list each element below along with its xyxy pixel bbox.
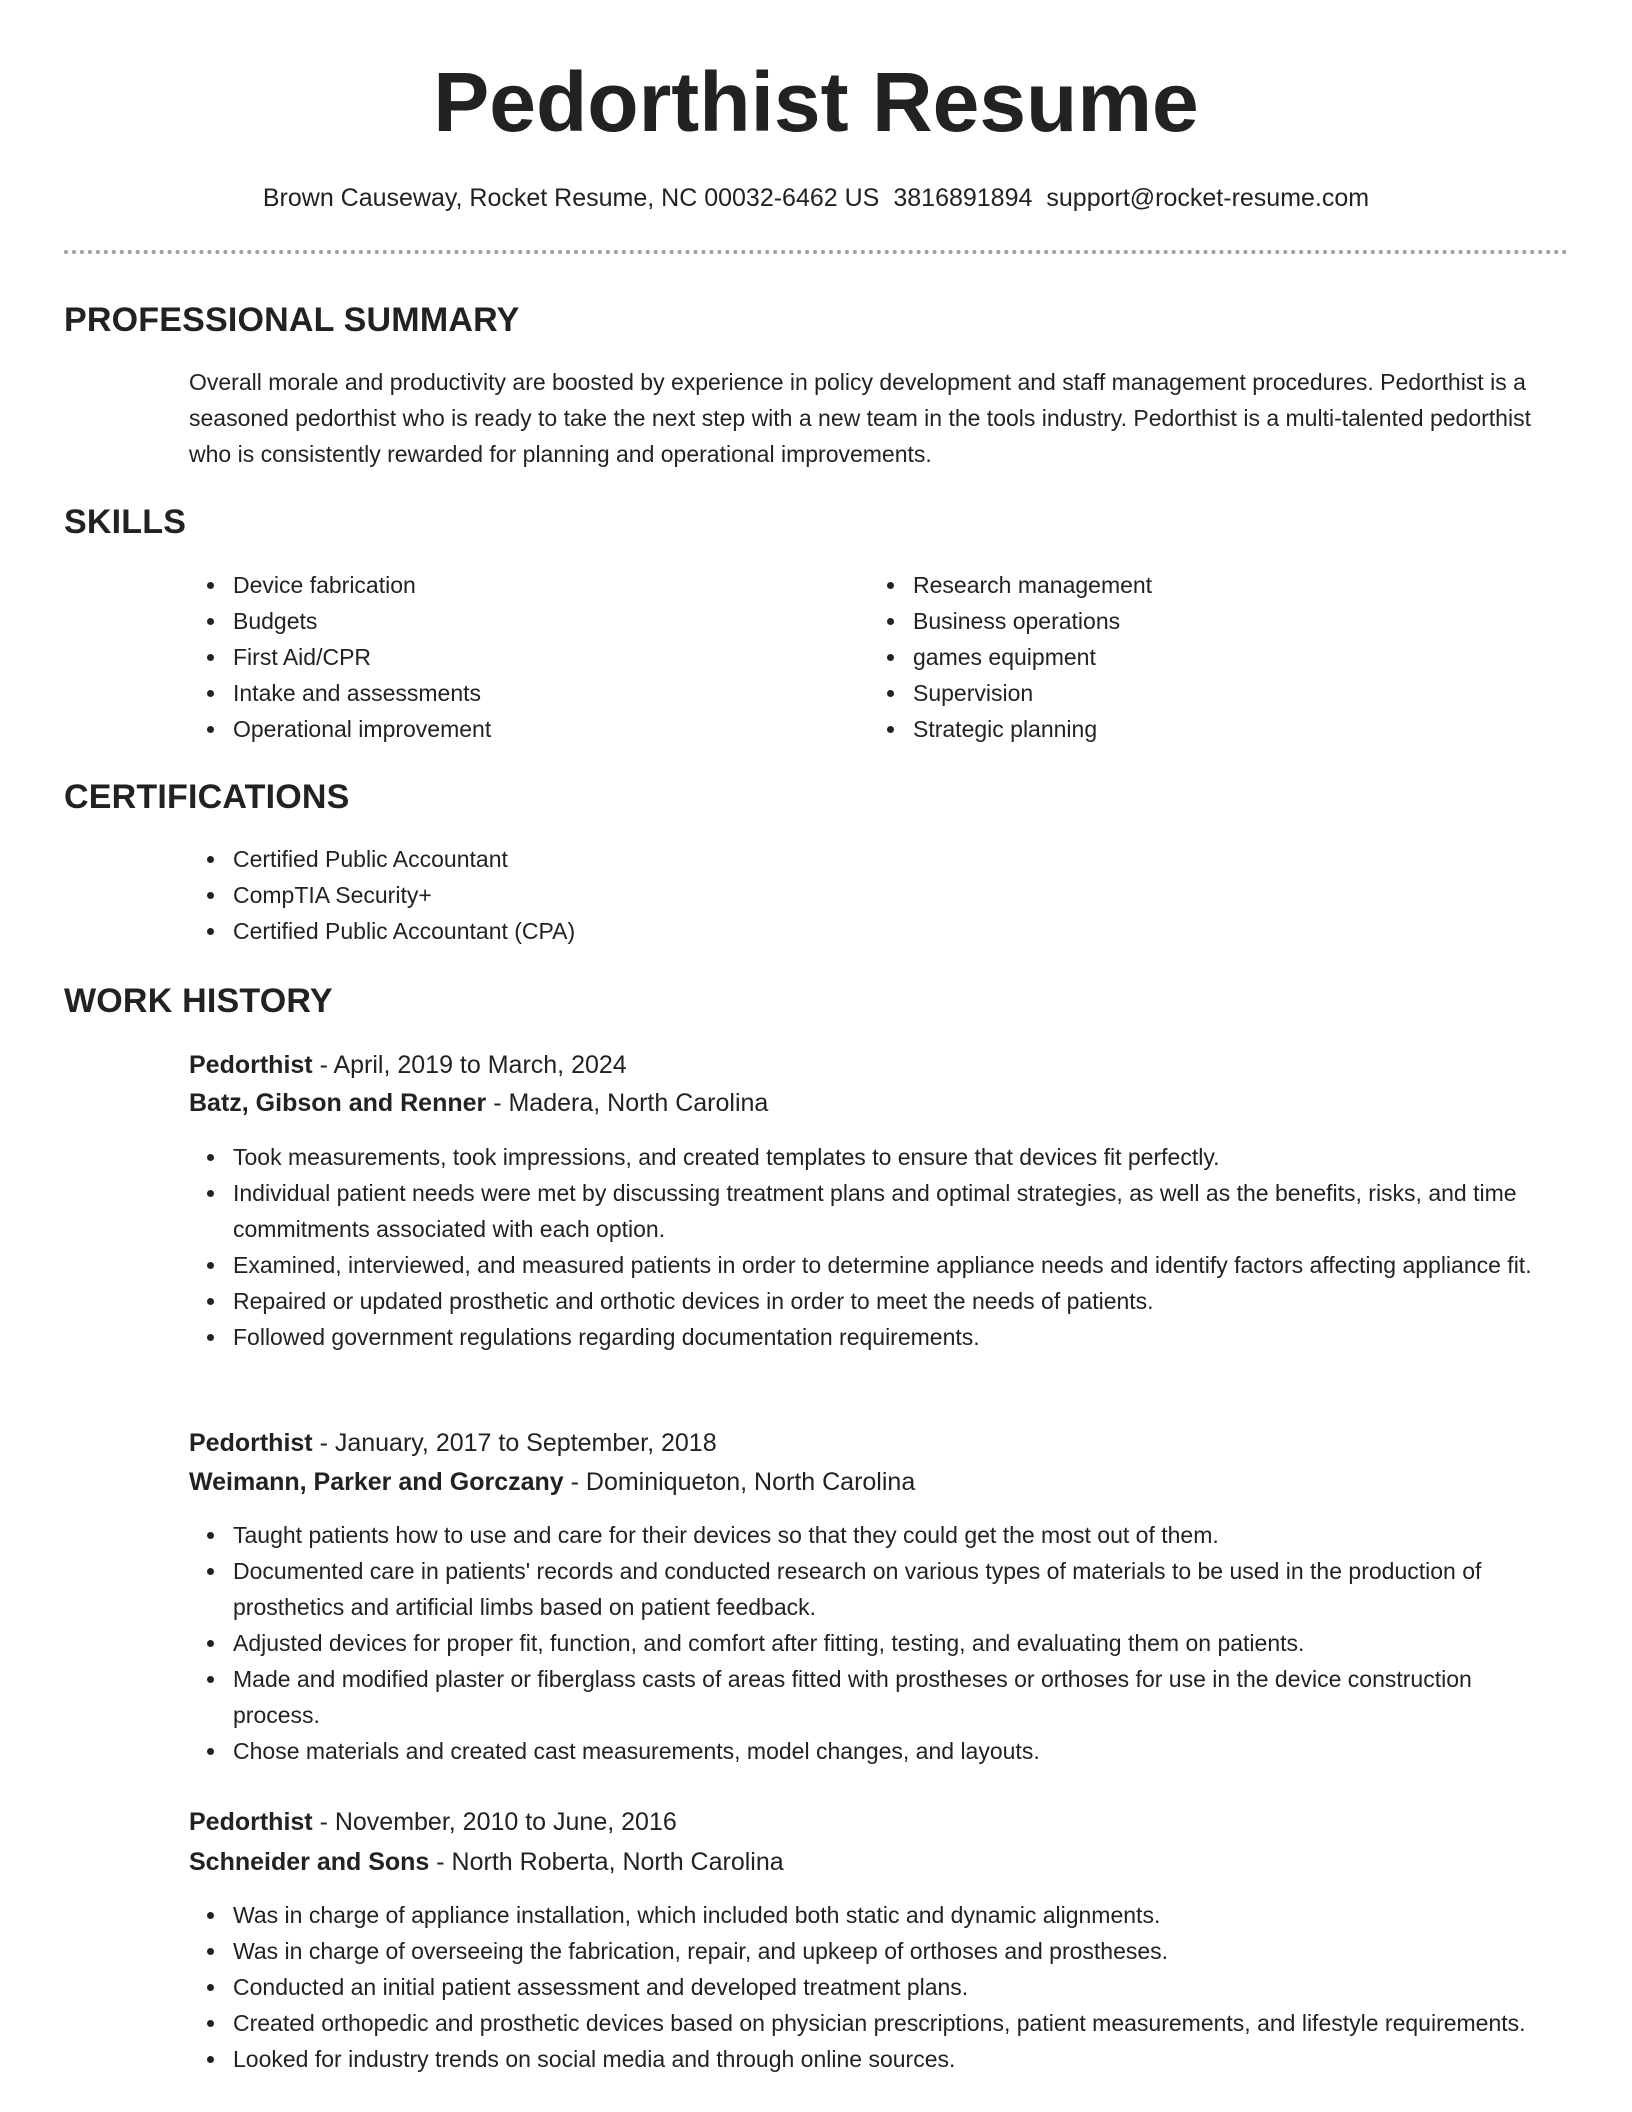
certification-item: Certified Public Accountant [189,841,1559,877]
header-divider [64,250,1568,254]
job-bullet: Chose materials and created cast measurements, model changes, and layouts. [189,1733,1564,1769]
skill-item: Device fabrication [189,567,829,603]
contact-address: Brown Causeway, Rocket Resume, NC 00032-6462 US [262,184,880,212]
job-location: - North Roberta, North Carolina [429,1848,784,1876]
job-bullet: Looked for industry trends on social media and through online sources. [189,2041,1564,2077]
skill-item: Intake and assessments [189,675,829,711]
job-title: Pedorthist [189,1808,313,1836]
job-bullet: Made and modified plaster or fiberglass casts of areas fitted with prostheses or orthoses for use in the device construction process. [189,1661,1564,1733]
job-bullet: Took measurements, took impressions, and created templates to ensure that devices fit perfectly. [189,1139,1564,1175]
skill-item: games equipment [869,639,1509,675]
job-location: - Dominiqueton, North Carolina [563,1468,916,1496]
job-bullet: Repaired or updated prosthetic and orthotic devices in order to meet the needs of patients. [189,1283,1564,1319]
job-title: Pedorthist [189,1429,313,1457]
job-title-line [189,1424,717,1462]
job-title: Pedorthist [189,1051,313,1079]
job-bullet: Followed government regulations regarding documentation requirements. [189,1319,1564,1355]
certification-item: CompTIA Security+ [189,877,1559,913]
job-bullet: Adjusted devices for proper fit, function, and comfort after fitting, testing, and evaluating them on patients. [189,1625,1564,1661]
skill-item: Operational improvement [189,711,829,747]
skill-item: Budgets [189,603,829,639]
job-company-line [189,1084,768,1122]
summary-text: Overall morale and productivity are boosted by experience in policy development and staff management procedures. Pedorthist is a seasoned pedorthist who is ready to take the next step with a new team in the tools industry. Pedorthist is a multi-talented pedorthist who is consistently rewarded for planning and operational improvements. [189,369,1531,467]
job-company-line [189,1843,784,1881]
job-bullets [189,1139,1564,1355]
job-company-line [189,1463,915,1501]
job-company: Weimann, Parker and Gorczany [189,1468,564,1496]
contact-phone: 3816891894 [893,184,1033,212]
job-bullet: Was in charge of appliance installation, which included both static and dynamic alignments. [189,1897,1564,1933]
job-bullet: Individual patient needs were met by discussing treatment plans and optimal strategies, as well as the benefits, risks, and time commitments associated with each option. [189,1175,1564,1247]
job-title-line [189,1803,677,1841]
skills-list-right [869,567,1509,747]
contact-line [0,180,1632,216]
job-bullets [189,1897,1564,2077]
job-bullet: Conducted an initial patient assessment and developed treatment plans. [189,1969,1564,2005]
job-company: Schneider and Sons [189,1848,430,1876]
certification-item: Certified Public Accountant (CPA) [189,913,1559,949]
work-history-heading: WORK HISTORY [64,982,333,1020]
job-bullet: Taught patients how to use and care for their devices so that they could get the most out of them. [189,1517,1564,1553]
job-company: Batz, Gibson and Renner [189,1089,487,1117]
skills-heading: SKILLS [64,503,187,541]
skill-item: Supervision [869,675,1509,711]
skill-item: First Aid/CPR [189,639,829,675]
contact-email: support@rocket-resume.com [1046,184,1370,212]
summary-heading: PROFESSIONAL SUMMARY [64,301,520,339]
job-dates: - January, 2017 to September, 2018 [312,1429,717,1457]
job-bullet: Examined, interviewed, and measured patients in order to determine appliance needs and identify factors affecting appliance fit. [189,1247,1564,1283]
skills-list-left [189,567,829,747]
job-location: - Madera, North Carolina [486,1089,769,1117]
job-dates: - April, 2019 to March, 2024 [312,1051,627,1079]
page-title: Pedorthist Resume [433,55,1199,149]
job-dates: - November, 2010 to June, 2016 [312,1808,677,1836]
job-bullet: Created orthopedic and prosthetic devices based on physician prescriptions, patient measurements, and lifestyle requirements. [189,2005,1564,2041]
certifications-heading: CERTIFICATIONS [64,778,350,816]
skill-item: Research management [869,567,1509,603]
job-bullets [189,1517,1564,1769]
job-title-line [189,1046,627,1084]
job-bullet: Was in charge of overseeing the fabrication, repair, and upkeep of orthoses and prostheses. [189,1933,1564,1969]
job-bullet: Documented care in patients' records and conducted research on various types of materials to be used in the production of prosthetics and artificial limbs based on patient feedback. [189,1553,1564,1625]
certifications-list [189,841,1559,949]
skill-item: Strategic planning [869,711,1509,747]
skill-item: Business operations [869,603,1509,639]
